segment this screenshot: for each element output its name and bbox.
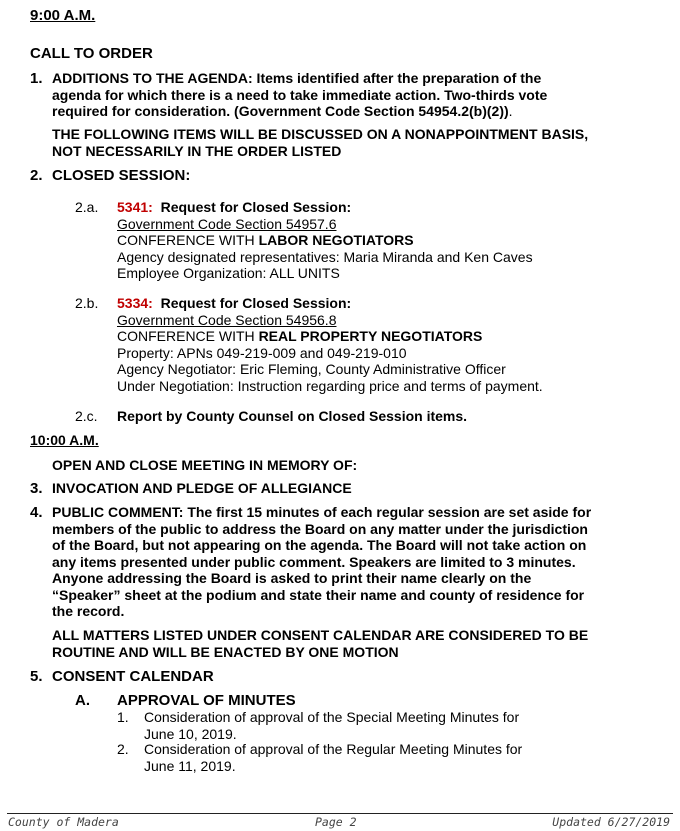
item-2b-heading-line — [117, 295, 543, 312]
item-2b-code: 5334: — [117, 295, 153, 311]
call-to-order-heading: CALL TO ORDER — [30, 45, 153, 62]
item-1-line — [52, 103, 672, 120]
note-line: THE FOLLOWING ITEMS WILL BE DISCUSSED ON A NONAPPOINTMENT BASIS, — [52, 126, 589, 142]
item-2b-block — [117, 295, 543, 394]
item-4-line: PUBLIC COMMENT: The first 15 minutes of each regular session are set aside for — [52, 504, 592, 520]
item-4-line: the record. — [52, 603, 125, 619]
item-2a-conference — [117, 232, 533, 249]
item-5a-title: APPROVAL OF MINUTES — [117, 692, 296, 709]
note-line: ALL MATTERS LISTED UNDER CONSENT CALENDAR ARE CONSIDERED TO BE — [52, 627, 589, 643]
item-2a-conf-prefix: CONFERENCE WITH — [117, 232, 259, 248]
item-2a-conf-bold: LABOR NEGOTIATORS — [258, 232, 414, 248]
item-2a-block — [117, 199, 533, 282]
time-heading-10am: 10:00 A.M. — [30, 432, 99, 448]
item-4-line: “Speaker” sheet at the podium and state their name and county of residence for — [52, 586, 585, 603]
item-1-note — [52, 126, 588, 159]
minutes-line: June 10, 2019. — [144, 725, 237, 742]
item-1-period: . — [508, 103, 513, 119]
item-5-title: CONSENT CALENDAR — [52, 668, 214, 685]
note-line: ROUTINE AND WILL BE ENACTED BY ONE MOTION — [52, 643, 399, 660]
item-2b-section-link[interactable]: Government Code Section 54956.8 — [117, 311, 337, 328]
item-1-text — [52, 70, 672, 120]
minutes-line: Consideration of approval of the Special Meeting Minutes for — [144, 709, 520, 725]
item-3-number: 3. — [30, 480, 43, 497]
minutes-item-1-number: 1. — [117, 709, 129, 725]
item-2-number: 2. — [30, 167, 43, 184]
item-4-note — [52, 627, 588, 660]
item-2a-section-link[interactable]: Government Code Section 54957.6 — [117, 215, 337, 232]
item-4-line: any items presented under public comment. Speakers are limited to 3 minutes. — [52, 553, 576, 570]
item-5-number: 5. — [30, 668, 43, 685]
footer-updated-date: Updated 6/27/2019 — [552, 815, 670, 829]
page-footer — [0, 813, 680, 831]
item-2b-line: Under Negotiation: Instruction regarding price and terms of payment. — [117, 377, 543, 394]
footer-county: County of Madera — [8, 815, 119, 829]
item-4-line: Anyone addressing the Board is asked to print their name clearly on the — [52, 570, 532, 586]
item-2a-line: Agency designated representatives: Maria Miranda and Ken Caves — [117, 248, 533, 265]
item-4-line: members of the public to address the Board on any matter under the jurisdiction — [52, 520, 588, 537]
time-heading-9am: 9:00 A.M. — [30, 7, 96, 24]
minutes-line: June 11, 2019. — [144, 757, 236, 774]
item-2c-label: 2.c. — [75, 408, 98, 424]
item-4-text — [52, 504, 672, 620]
item-2b-line: Agency Negotiator: Eric Fleming, County Administrative Officer — [117, 361, 506, 377]
item-2a-heading: Request for Closed Session: — [160, 199, 352, 215]
item-1-line3: required for consideration. (Government Code Section 54954.2(b)(2)) — [52, 103, 509, 119]
item-2b-line: Property: APNs 049-219-009 and 049-219-010 — [117, 344, 407, 361]
footer-page-number: Page 2 — [315, 815, 357, 829]
item-2a-line: Employee Organization: ALL UNITS — [117, 265, 340, 281]
item-2-title: CLOSED SESSION: — [52, 167, 191, 184]
item-2b-heading: Request for Closed Session: — [160, 295, 352, 311]
minutes-line: Consideration of approval of the Regular Meeting Minutes for — [144, 741, 523, 757]
item-2b-label: 2.b. — [75, 295, 99, 311]
memory-heading: OPEN AND CLOSE MEETING IN MEMORY OF: — [52, 457, 358, 473]
item-2c-text: Report by County Counsel on Closed Session items. — [117, 408, 468, 424]
item-1-number: 1. — [30, 70, 43, 87]
item-2a-code: 5341: — [117, 199, 153, 215]
footer-divider — [7, 813, 673, 814]
item-3-text: INVOCATION AND PLEDGE OF ALLEGIANCE — [52, 480, 352, 496]
item-5a-label: A. — [75, 692, 90, 709]
item-1-line: agenda for which there is a need to take immediate action. Two-thirds vote — [52, 86, 548, 103]
note-line: NOT NECESSARILY IN THE ORDER LISTED — [52, 142, 342, 159]
minutes-item-2 — [144, 741, 522, 774]
item-2b-conference — [117, 328, 543, 345]
item-2a-heading-line — [117, 199, 533, 216]
item-2a-label: 2.a. — [75, 199, 99, 215]
item-4-line: of the Board, but not appearing on the agenda. The Board will not take action on — [52, 537, 587, 553]
item-2b-conf-prefix: CONFERENCE WITH — [117, 328, 259, 344]
item-1-line: ADDITIONS TO THE AGENDA: Items identified after the preparation of the — [52, 70, 542, 86]
item-4-number: 4. — [30, 504, 43, 521]
minutes-item-1 — [144, 709, 519, 742]
item-2b-conf-bold: REAL PROPERTY NEGOTIATORS — [258, 328, 483, 344]
minutes-item-2-number: 2. — [117, 741, 129, 757]
